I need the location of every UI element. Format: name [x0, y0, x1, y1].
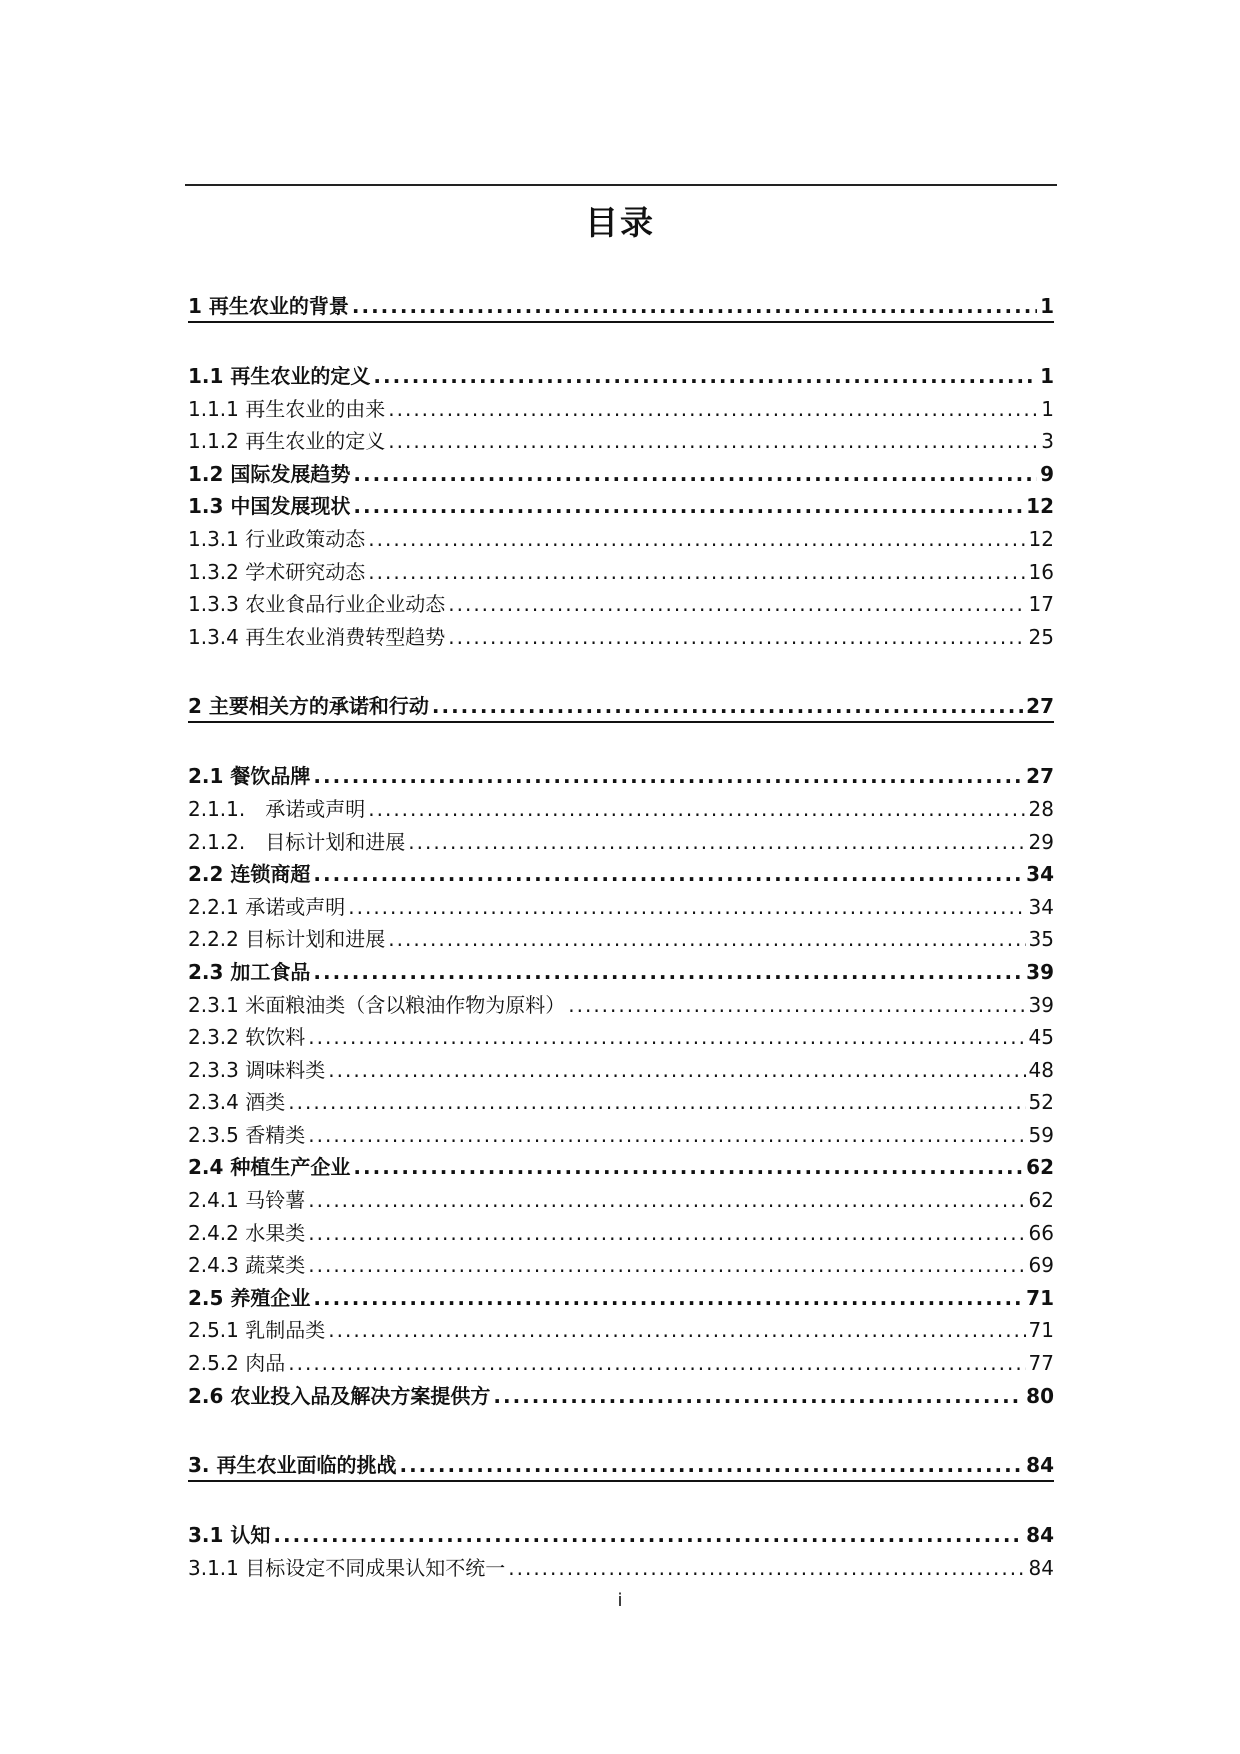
toc-subsection-entry[interactable] [188, 1217, 1054, 1250]
toc-entry-label: 1.1.2 再生农业的定义 [188, 429, 386, 454]
toc-subsection-entry[interactable] [188, 1054, 1054, 1087]
toc-entry-label: 2.3.5 香精类 [188, 1122, 306, 1147]
toc-entry-page: 45 [1028, 1025, 1054, 1050]
toc-entry-page: 25 [1028, 624, 1054, 649]
toc-section-entry[interactable] [188, 956, 1054, 989]
toc-entry-page: 39 [1028, 992, 1054, 1017]
toc-entry-page: 27 [1026, 694, 1054, 719]
toc-entry-page: 1 [1040, 294, 1054, 318]
toc-leader-dots [353, 458, 1037, 491]
toc-leader-dots [288, 1347, 1025, 1380]
toc-leader-dots [353, 490, 1023, 523]
toc-entry-page: 16 [1028, 559, 1054, 584]
toc-entry-page: 48 [1028, 1057, 1054, 1082]
toc-section-entry[interactable] [188, 490, 1054, 523]
toc-leader-dots [328, 1314, 1025, 1347]
toc-entry-page: 28 [1028, 796, 1054, 821]
toc-entry-label: 2.2 连锁商超 [188, 862, 311, 887]
toc-leader-dots [313, 1282, 1023, 1315]
table-of-contents [188, 290, 1054, 1584]
toc-leader-dots [308, 1119, 1025, 1152]
toc-subsection-entry[interactable] [188, 923, 1054, 956]
toc-entry-page: 71 [1028, 1318, 1054, 1343]
toc-entry-label: 2.4.3 蔬菜类 [188, 1253, 306, 1278]
toc-entry-label: 1.3.1 行业政策动态 [188, 526, 366, 551]
toc-entry-label: 1.1.1 再生农业的由来 [188, 396, 386, 421]
toc-leader-dots [368, 556, 1025, 589]
toc-subsection-entry[interactable] [188, 1552, 1054, 1585]
toc-entry-label: 1.3.3 农业食品行业企业动态 [188, 592, 446, 617]
toc-subsection-entry[interactable] [188, 1314, 1054, 1347]
toc-entry-label: 2.4.2 水果类 [188, 1220, 306, 1245]
toc-leader-dots [288, 1086, 1025, 1119]
toc-chapter-entry[interactable] [188, 690, 1054, 723]
toc-subsection-entry[interactable] [188, 393, 1054, 426]
toc-entry-page: 34 [1028, 894, 1054, 919]
toc-entry-page: 77 [1028, 1351, 1054, 1376]
toc-leader-dots [308, 1249, 1025, 1282]
toc-entry-page: 62 [1028, 1188, 1054, 1213]
toc-subsection-entry[interactable] [188, 1119, 1054, 1152]
toc-subsection-entry[interactable] [188, 425, 1054, 458]
toc-entry-page: 84 [1026, 1453, 1054, 1478]
toc-subsection-entry[interactable] [188, 1249, 1054, 1282]
toc-subsection-entry[interactable] [188, 621, 1054, 654]
toc-entry-label: 1.2 国际发展趋势 [188, 461, 351, 486]
toc-entry-label: 2.2.1 承诺或声明 [188, 894, 346, 919]
toc-entry-label: 1.3.4 再生农业消费转型趋势 [188, 624, 446, 649]
header-rule [185, 184, 1057, 186]
toc-title: 目录 [585, 203, 655, 242]
toc-entry-label: 2.3.4 酒类 [188, 1090, 286, 1115]
toc-entry-page: 34 [1026, 862, 1054, 887]
toc-entry-label: 2.3.3 调味料类 [188, 1057, 326, 1082]
toc-entry-label: 2.4 种植生产企业 [188, 1155, 351, 1180]
toc-leader-dots [373, 360, 1037, 393]
toc-leader-dots [448, 621, 1025, 654]
toc-section-entry[interactable] [188, 1282, 1054, 1315]
toc-leader-dots [388, 393, 1038, 426]
toc-leader-dots [368, 523, 1025, 556]
toc-entry-label: 2.5.1 乳制品类 [188, 1318, 326, 1343]
toc-leader-dots [313, 760, 1023, 793]
toc-entry-label: 3.1 认知 [188, 1523, 271, 1548]
toc-entry-label: 2.3 加工食品 [188, 959, 311, 984]
page-number: i [617, 1590, 623, 1611]
toc-chapter-entry[interactable] [188, 1449, 1054, 1482]
toc-entry-page: 62 [1026, 1155, 1054, 1180]
toc-section-entry[interactable] [188, 458, 1054, 491]
toc-entry-page: 29 [1028, 829, 1054, 854]
toc-subsection-entry[interactable] [188, 891, 1054, 924]
toc-entry-page: 9 [1040, 461, 1054, 486]
toc-entry-page: 84 [1026, 1523, 1054, 1548]
toc-leader-dots [352, 290, 1037, 323]
toc-section-entry[interactable] [188, 360, 1054, 393]
toc-entry-label: 2.5.2 肉品 [188, 1351, 286, 1376]
toc-subsection-entry[interactable] [188, 1347, 1054, 1380]
toc-leader-dots [448, 588, 1025, 621]
toc-entry-page: 69 [1028, 1253, 1054, 1278]
toc-entry-label: 3. 再生农业面临的挑战 [188, 1453, 397, 1478]
toc-subsection-entry[interactable] [188, 588, 1054, 621]
toc-entry-page: 1 [1040, 364, 1054, 388]
toc-leader-dots [273, 1519, 1023, 1552]
toc-entry-label: 2.5 养殖企业 [188, 1285, 311, 1310]
toc-subsection-entry[interactable] [188, 793, 1054, 826]
toc-entry-page: 52 [1028, 1090, 1054, 1115]
toc-leader-dots [308, 1184, 1025, 1217]
toc-entry-label: 1 再生农业的背景 [188, 294, 349, 318]
toc-subsection-entry[interactable] [188, 989, 1054, 1022]
toc-section-entry[interactable] [188, 1151, 1054, 1184]
toc-entry-page: 27 [1026, 764, 1054, 789]
toc-leader-dots [308, 1021, 1025, 1054]
toc-entry-page: 17 [1028, 592, 1054, 617]
toc-entry-label: 3.1.1 目标设定不同成果认知不统一 [188, 1555, 506, 1580]
toc-leader-dots [328, 1054, 1025, 1087]
toc-entry-page: 71 [1026, 1285, 1054, 1310]
toc-subsection-entry[interactable] [188, 826, 1054, 859]
toc-entry-label: 2.4.1 马铃薯 [188, 1188, 306, 1213]
toc-entry-label: 2.1 餐饮品牌 [188, 764, 311, 789]
toc-leader-dots [368, 793, 1025, 826]
toc-entry-page: 12 [1028, 526, 1054, 551]
toc-leader-dots [408, 826, 1025, 859]
toc-leader-dots [432, 690, 1023, 723]
toc-leader-dots [353, 1151, 1023, 1184]
toc-entry-page: 39 [1026, 959, 1054, 984]
toc-leader-dots [308, 1217, 1025, 1250]
toc-subsection-entry[interactable] [188, 523, 1054, 556]
toc-entry-label: 2.1.1. 承诺或声明 [188, 796, 366, 821]
toc-section-entry[interactable] [188, 1380, 1054, 1413]
toc-entry-label: 2.2.2 目标计划和进展 [188, 927, 386, 952]
toc-subsection-entry[interactable] [188, 1086, 1054, 1119]
toc-section-entry[interactable] [188, 1519, 1054, 1552]
toc-leader-dots [399, 1449, 1023, 1482]
toc-leader-dots [388, 923, 1025, 956]
toc-entry-page: 35 [1028, 927, 1054, 952]
toc-entry-label: 1.3 中国发展现状 [188, 494, 351, 519]
toc-leader-dots [348, 891, 1025, 924]
toc-entry-page: 59 [1028, 1122, 1054, 1147]
toc-section-entry[interactable] [188, 760, 1054, 793]
toc-entry-page: 12 [1026, 494, 1054, 519]
toc-entry-label: 2.1.2. 目标计划和进展 [188, 829, 406, 854]
toc-leader-dots [508, 1552, 1025, 1585]
toc-chapter-entry[interactable] [188, 290, 1054, 323]
toc-entry-label: 1.1 再生农业的定义 [188, 364, 371, 388]
toc-entry-label: 2 主要相关方的承诺和行动 [188, 694, 429, 719]
toc-leader-dots [568, 989, 1025, 1022]
toc-entry-label: 2.3.2 软饮料 [188, 1025, 306, 1050]
toc-leader-dots [313, 956, 1023, 989]
toc-entry-label: 2.3.1 米面粮油类（含以粮油作物为原料） [188, 992, 566, 1017]
toc-leader-dots [388, 425, 1038, 458]
toc-entry-page: 1 [1041, 396, 1054, 421]
toc-entry-page: 84 [1028, 1555, 1054, 1580]
toc-leader-dots [493, 1380, 1023, 1413]
toc-subsection-entry[interactable] [188, 1021, 1054, 1054]
toc-entry-label: 2.6 农业投入品及解决方案提供方 [188, 1383, 491, 1408]
toc-entry-label: 1.3.2 学术研究动态 [188, 559, 366, 584]
toc-leader-dots [313, 858, 1023, 891]
toc-entry-page: 3 [1041, 429, 1054, 454]
toc-subsection-entry[interactable] [188, 556, 1054, 589]
toc-subsection-entry[interactable] [188, 1184, 1054, 1217]
toc-entry-page: 66 [1028, 1220, 1054, 1245]
toc-section-entry[interactable] [188, 858, 1054, 891]
toc-entry-page: 80 [1026, 1383, 1054, 1408]
